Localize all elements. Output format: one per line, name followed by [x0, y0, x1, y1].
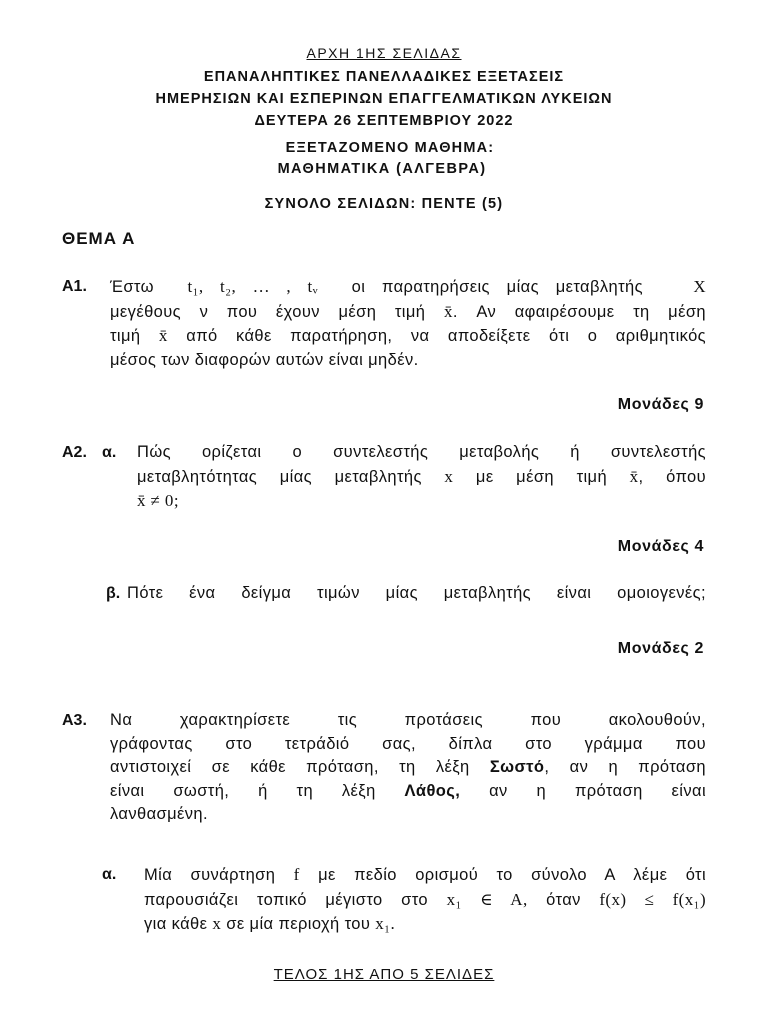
a2-alpha-line-2: μεταβλητότητας μίας μεταβλητής x με μέση τιμή x̄, όπου	[137, 466, 707, 486]
a3-alpha-line-3: για κάθε x σε μία περιοχή του x₁.	[144, 914, 396, 933]
a1-points: Μονάδες 9	[617, 396, 704, 413]
a1-line-4: μέσος των διαφορών αυτών είναι μηδέν.	[110, 350, 419, 369]
a2-alpha-label: α.	[102, 444, 117, 461]
a2-alpha-points: Μονάδες 4	[617, 538, 704, 555]
a3-alpha-label: α.	[102, 866, 117, 883]
question-a1-label: Α1.	[62, 278, 87, 295]
question-a3-text	[110, 709, 706, 827]
total-pages: ΣΥΝΟΛΟ ΣΕΛΙΔΩΝ: ΠΕΝΤΕ (5)	[264, 196, 504, 212]
a2-beta-points: Μονάδες 2	[617, 640, 704, 657]
exam-date: ΔΕΥΤΕΡΑ 26 ΣΕΠΤΕΜΒΡΙΟΥ 2022	[254, 113, 514, 129]
a3-line-2: γράφοντας στο τετράδιό σας, δίπλα στο γράμμα που	[110, 734, 706, 753]
a2-beta-line-1: Πότε ένα δείγμα τιμών μίας μεταβλητής είναι ομοιογενές;	[127, 584, 706, 602]
page-end-footer: ΤΕΛΟΣ 1ΗΣ ΑΠΟ 5 ΣΕΛΙΔΕΣ	[273, 966, 495, 983]
topic-title: ΘΕΜΑ Α	[62, 229, 136, 248]
a2-alpha-line-3: x̄ ≠ 0;	[137, 491, 179, 510]
a1-line-1: Έστω t₁, t₂, … , tᵥ οι παρατηρήσεις μίας μεταβλητής X	[110, 277, 707, 296]
subject-label: ΕΞΕΤΑΖΟΜΕΝΟ ΜΑΘΗΜΑ:	[285, 140, 495, 156]
a3-line-3: αντιστοιχεί σε κάθε πρόταση, τη λέξη Σωστό, αν η πρόταση	[110, 758, 706, 776]
question-a2-alpha-text	[137, 441, 706, 514]
a3-alpha-statement	[144, 863, 706, 937]
a1-line-2: μεγέθους ν που έχουν μέση τιμή x̄. Αν αφαιρέσουμε τη μέση	[110, 301, 707, 321]
exam-title-line2: ΗΜΕΡΗΣΙΩΝ ΚΑΙ ΕΣΠΕΡΙΝΩΝ ΕΠΑΓΓΕΛΜΑΤΙΚΩΝ ΛΥΚΕΙΩΝ	[155, 91, 613, 107]
exam-title-line1: ΕΠΑΝΑΛΗΠΤΙΚΕΣ ΠΑΝΕΛΛΑΔΙΚΕΣ ΕΞΕΤΑΣΕΙΣ	[203, 69, 565, 85]
question-a2-label: Α2.	[62, 444, 87, 461]
a2-beta-label: β.	[106, 585, 121, 602]
page-start-header: ΑΡΧΗ 1ΗΣ ΣΕΛΙΔΑΣ	[306, 45, 462, 61]
subject-name: ΜΑΘΗΜΑΤΙΚΑ (ΑΛΓΕΒΡΑ)	[277, 161, 487, 177]
a3-line-4: είναι σωστή, ή τη λέξη Λάθος, αν η πρόταση είναι	[110, 781, 707, 800]
a1-line-3: τιμή x̄ από κάθε παρατήρηση, να αποδείξετε ότι ο αριθμητικός	[110, 326, 707, 345]
question-a1-text	[110, 275, 706, 372]
a3-alpha-line-2: παρουσιάζει τοπικό μέγιστο στο x₁ ∈ A, όταν f(x) ≤ f(x₁)	[144, 889, 707, 909]
a3-line-1: Να χαρακτηρίσετε τις προτάσεις που ακολουθούν,	[110, 711, 706, 729]
question-a2-beta-text	[127, 582, 706, 606]
a3-alpha-line-1: Μία συνάρτηση f με πεδίο ορισμού το σύνολο Α λέμε ότι	[144, 865, 707, 884]
a2-alpha-line-1: Πώς ορίζεται ο συντελεστής μεταβολής ή συντελεστής	[137, 443, 706, 461]
a3-line-5: λανθασμένη.	[110, 805, 208, 823]
question-a3-label: Α3.	[62, 712, 87, 729]
